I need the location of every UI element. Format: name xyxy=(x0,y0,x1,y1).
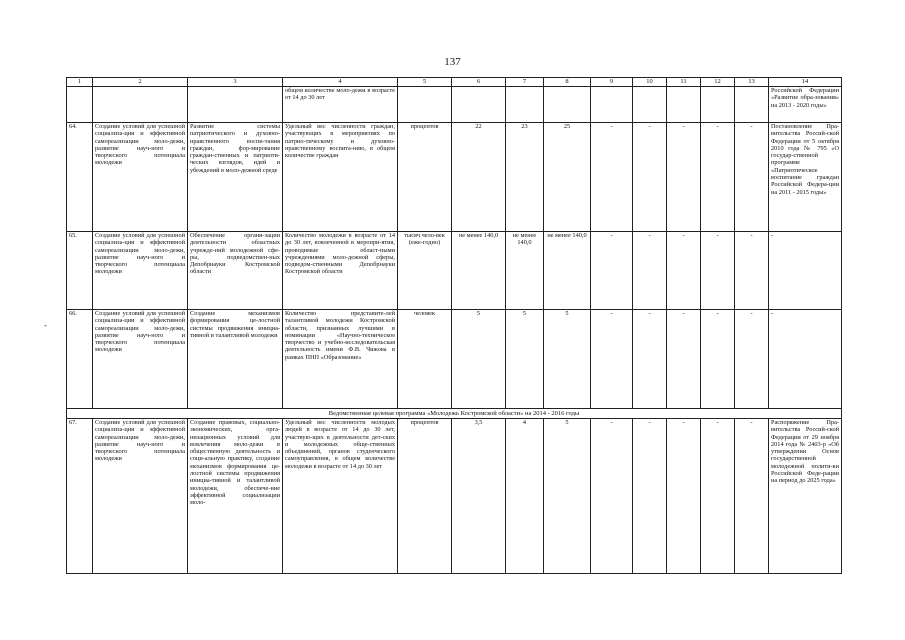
source-cell: Распоряжение Пра-вительства Россий-ской Федерации от 29 ноября 2014 года № 2403-р «Об утверждении Основ государственной молодежной полити-ки Российской Феде-рации на период до 2025 года» xyxy=(769,419,842,574)
indicators-table xyxy=(66,77,842,574)
header-cell: 3 xyxy=(188,78,283,87)
value-cell: 25 xyxy=(544,123,591,232)
value-cell: - xyxy=(667,419,701,574)
value-cell: - xyxy=(701,310,735,409)
value-cell: - xyxy=(735,310,769,409)
value-cell: - xyxy=(591,310,633,409)
value-cell: 3,5 xyxy=(452,419,506,574)
value-cell: - xyxy=(633,419,667,574)
value-cell: - xyxy=(591,232,633,310)
value-cell: - xyxy=(735,232,769,310)
value-cell: - xyxy=(701,419,735,574)
task-cell: Создание правовых, социально-экономических, орга-низационных условий для вовлечения моло-дежи в общественную деятельность и соци-альную практику, создание механизмов формирования це-лостной системы продвижения инициа-тивной и талантливой молодежи, обеспече-ние эффективной социализации моло- xyxy=(188,419,283,574)
indicator-cell: Удельный вес численности молодых людей в возрасте от 14 до 30 лет, участвую-щих в деятельности дет-ских и молодежных обще-ственных объединений, органов студенческого самоуправления, в общем количестве молодежи в возрасте от 14 до 30 лет xyxy=(283,419,398,574)
value-cell: - xyxy=(667,123,701,232)
value-cell: - xyxy=(701,232,735,310)
table-row xyxy=(67,232,842,310)
page-number: 137 xyxy=(444,56,461,68)
goal-cell: Создание условий для успешной социализа-ции и эффективной самореализации моло-дежи, развитие науч-ного и творческого потенциала молодежи xyxy=(93,419,188,574)
value-cell: 23 xyxy=(506,123,544,232)
task-cell: Обеспечение органи-зации деятельности областных учрежде-ний молодежной сфе-ры, подведомствен-ных Депобрнауки Костромской области xyxy=(188,232,283,310)
goal-cell: Создание условий для успешной социализа-ции и эффективной самореализации моло-дежи, развитие науч-ного и творческого потенциала молодежи xyxy=(93,123,188,232)
value-cell: 5 xyxy=(452,310,506,409)
value-cell: 4 xyxy=(506,419,544,574)
header-cell: 5 xyxy=(398,78,452,87)
task-cell: Развитие системы патриотического и духовно-нравственного воспи-тания граждан, фор-мирование граждан-ственных и патриоти-ческих взглядов, идей и убеждений в моло-дежной среде xyxy=(188,123,283,232)
value-cell: - xyxy=(633,232,667,310)
header-row xyxy=(67,78,842,87)
margin-mark: - xyxy=(44,320,47,330)
value-cell: - xyxy=(591,419,633,574)
header-cell: 10 xyxy=(633,78,667,87)
unit-cell: процентов xyxy=(398,419,452,574)
table-row xyxy=(67,123,842,232)
row-number: 65. xyxy=(67,232,93,310)
indicator-cell: Удельный вес численности граждан, участвующих в мероприятиях по патрио-тическому и духовно-нравственному воспита-нию, в общем количестве граждан xyxy=(283,123,398,232)
value-cell: - xyxy=(591,123,633,232)
value-cell: - xyxy=(667,310,701,409)
source-cell: Российской Федерации «Развитие обра-зования» на 2013 - 2020 годы» xyxy=(769,87,842,123)
header-cell: 4 xyxy=(283,78,398,87)
row-number: 64. xyxy=(67,123,93,232)
header-cell: 7 xyxy=(506,78,544,87)
value-cell: 5 xyxy=(544,310,591,409)
indicator-cell: общем количестве моло-дежи в возрасте от 14 до 30 лет xyxy=(283,87,398,123)
value-cell: - xyxy=(735,123,769,232)
section-row xyxy=(67,409,842,419)
unit-cell: процентов xyxy=(398,123,452,232)
value-cell: 5 xyxy=(506,310,544,409)
header-cell: 2 xyxy=(93,78,188,87)
indicator-cell: Количество представите-лей талантливой молодежи Костромской области, признанных лучшими в номинации «Научно-техническое творчество и учебно-исследовательская деятельность имени Ф.В. Чижова в рамках ПНП «Образование» xyxy=(283,310,398,409)
task-cell: Создание механизмов формирования це-лостной системы продвижения инициа-тивной и талантливой молодежи xyxy=(188,310,283,409)
header-cell: 11 xyxy=(667,78,701,87)
unit-cell: человек xyxy=(398,310,452,409)
goal-cell: Создание условий для успешной социализа-ции и эффективной самореализации моло-дежи, развитие науч-ного и творческого потенциала молодежи xyxy=(93,310,188,409)
table-row-continuation xyxy=(67,87,842,123)
indicator-cell: Количество молодежи в возрасте от 14 до 30 лет, вовлеченной в меропри-ятия, проводимые област-ными учреждениями моло-дежной сферы, подведом-ственными Депобрнауки Костромской области xyxy=(283,232,398,310)
header-cell: 9 xyxy=(591,78,633,87)
value-cell: не менее 140,0 xyxy=(452,232,506,310)
table-row xyxy=(67,310,842,409)
header-cell: 8 xyxy=(544,78,591,87)
value-cell: - xyxy=(633,123,667,232)
value-cell: - xyxy=(701,123,735,232)
value-cell: не менее 140,0 xyxy=(506,232,544,310)
source-cell: - xyxy=(769,310,842,409)
header-cell: 6 xyxy=(452,78,506,87)
source-cell: Постановление Пра-вительства Россий-ской Федерации от 5 октября 2010 года № 795 «О государ-ственной программе «Патриотическое воспитание граждан Российской Федера-ции на 2011 - 2015 годы» xyxy=(769,123,842,232)
value-cell: - xyxy=(667,232,701,310)
value-cell: 5 xyxy=(544,419,591,574)
row-number: 67. xyxy=(67,419,93,574)
table-row xyxy=(67,419,842,574)
source-cell: - xyxy=(769,232,842,310)
value-cell: - xyxy=(735,419,769,574)
header-cell: 14 xyxy=(769,78,842,87)
header-cell: 12 xyxy=(701,78,735,87)
header-cell: 13 xyxy=(735,78,769,87)
row-number: 66. xyxy=(67,310,93,409)
section-title: Ведомственная целевая программа «Молодежь Костромской области» на 2014 - 2016 годы xyxy=(67,409,842,419)
value-cell: не менее 140,0 xyxy=(544,232,591,310)
value-cell: - xyxy=(633,310,667,409)
header-cell: 1 xyxy=(67,78,93,87)
unit-cell: тысяч чело-век (еже-годно) xyxy=(398,232,452,310)
value-cell: 22 xyxy=(452,123,506,232)
goal-cell: Создание условий для успешной социализа-ции и эффективной самореализации моло-дежи, развитие науч-ного и творческого потенциала молодежи xyxy=(93,232,188,310)
